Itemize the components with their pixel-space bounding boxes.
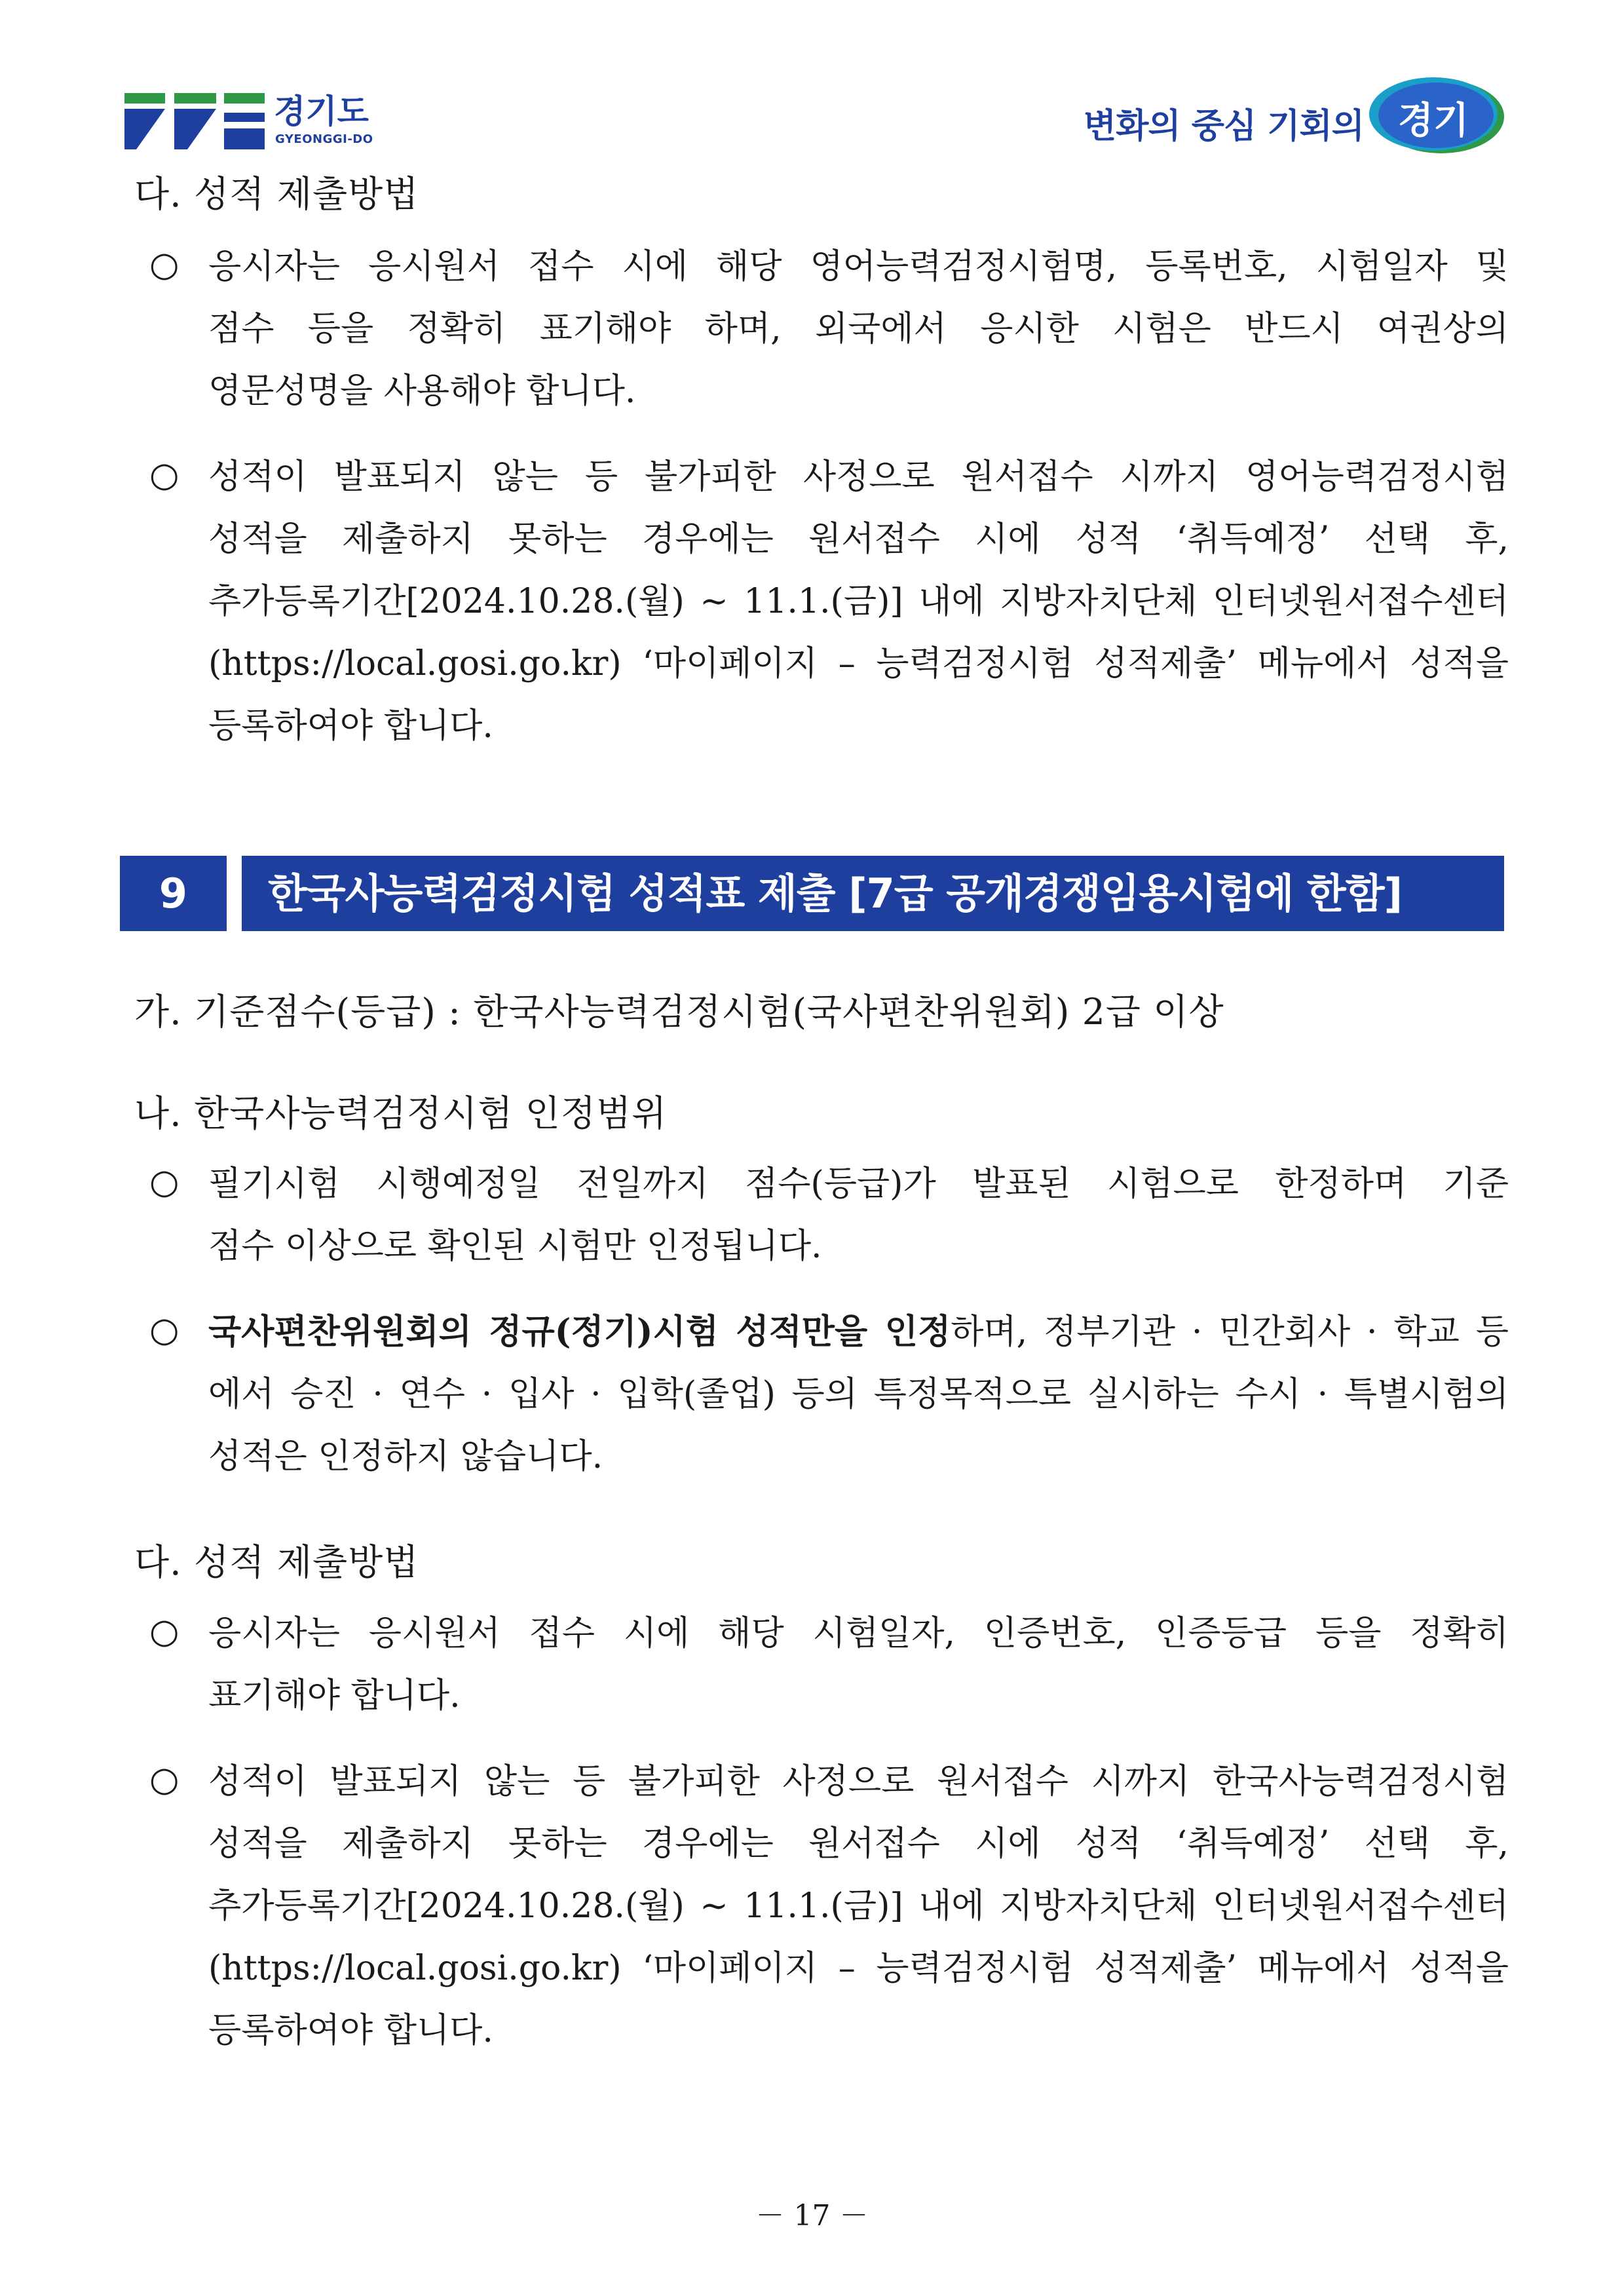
gyeonggi-logo-mark-icon xyxy=(124,92,269,151)
paragraph-line: 성적은 인정하지 않습니다. xyxy=(208,1437,603,1476)
emphasis-text: 국사편찬위원회의 정규(정기)시험 성적만을 인정 xyxy=(208,1312,951,1352)
paragraph-line: 필기시험 시행예정일 전일까지 점수(등급)가 발표된 시험으로 한정하며 기준 xyxy=(208,1164,1509,1204)
paragraph-line: 등록하여야 합니다. xyxy=(208,706,493,746)
paragraph-line: 점수 이상으로 확인된 시험만 인정됩니다. xyxy=(208,1227,822,1266)
criteria-heading: 가. 기준점수(등급) : 한국사능력검정시험(국사편찬위원회) 2급 이상 xyxy=(134,991,1224,1033)
paragraph-line xyxy=(208,1311,1509,1354)
logo-text: 경기도 xyxy=(274,92,369,130)
paragraph-line: 에서 승진 · 연수 · 입사 · 입학(졸업) 등의 특정목적으로 실시하는 수시 · 특별시험의 xyxy=(208,1375,1509,1414)
bullet-marker: ○ xyxy=(149,1311,179,1350)
paragraph-line: 영문성명을 사용해야 합니다. xyxy=(208,372,636,411)
submission-heading: 다. 성적 제출방법 xyxy=(134,1541,419,1583)
page-number: － 17 － xyxy=(755,2199,869,2232)
paragraph-line: 성적이 발표되지 않는 등 불가피한 사정으로 원서접수 시까지 한국사능력검정시험 xyxy=(208,1762,1509,1801)
paragraph-line: 표기해야 합니다. xyxy=(208,1676,461,1715)
slogan-text: 변화의 중심 기회의 xyxy=(1083,107,1364,146)
section-title-box xyxy=(242,856,1504,931)
paragraph-line: 추가등록기간[2024.10.28.(월) ~ 11.1.(금)] 내에 지방자치단체 인터넷원서접수센터 xyxy=(208,582,1509,621)
paragraph-line: 응시자는 응시원서 접수 시에 해당 시험일자, 인증번호, 인증등급 등을 정확히 xyxy=(208,1614,1509,1653)
slogan-bubble-text: 경기 xyxy=(1397,100,1469,142)
paragraph-text: 하며, 정부기관 · 민간회사 · 학교 등 xyxy=(951,1312,1509,1352)
bullet-marker: ○ xyxy=(149,245,179,284)
paragraph-line: (https://local.gosi.go.kr) ‘마이페이지 – 능력검정시험 성적제출’ 메뉴에서 성적을 xyxy=(208,644,1509,683)
slogan-bubble xyxy=(1368,73,1507,159)
bullet-marker: ○ xyxy=(149,1612,179,1651)
bullet-marker: ○ xyxy=(149,1162,179,1202)
paragraph-line: 등록하여야 합니다. xyxy=(208,2011,493,2050)
paragraph-line: 성적을 제출하지 못하는 경우에는 원서접수 시에 성적 ‘취득예정’ 선택 후, xyxy=(208,1824,1509,1864)
section-number-box xyxy=(120,856,227,931)
section-title: 한국사능력검정시험 성적표 제출 [7급 공개경쟁임용시험에 한함] xyxy=(268,870,1402,917)
paragraph-line: 성적이 발표되지 않는 등 불가피한 사정으로 원서접수 시까지 영어능력검정시험 xyxy=(208,457,1509,497)
slogan-logo xyxy=(1074,73,1507,159)
paragraph-line: 추가등록기간[2024.10.28.(월) ~ 11.1.(금)] 내에 지방자치단체 인터넷원서접수센터 xyxy=(208,1886,1509,1926)
bullet-marker: ○ xyxy=(149,1760,179,1799)
logo-subtext: GYEONGGI-DO xyxy=(275,132,373,146)
paragraph-line: 성적을 제출하지 못하는 경우에는 원서접수 시에 성적 ‘취득예정’ 선택 후, xyxy=(208,520,1509,559)
gyeonggi-logo xyxy=(124,92,419,157)
paragraph-line: 점수 등을 정확히 표기해야 하며, 외국에서 응시한 시험은 반드시 여권상의 xyxy=(208,309,1509,349)
scope-heading: 나. 한국사능력검정시험 인정범위 xyxy=(134,1092,668,1134)
section-number: 9 xyxy=(159,870,188,917)
bullet-marker: ○ xyxy=(149,455,179,495)
paragraph-line: 응시자는 응시원서 접수 시에 해당 영어능력검정시험명, 등록번호, 시험일자 및 xyxy=(208,247,1509,286)
section-heading: 다. 성적 제출방법 xyxy=(134,173,419,215)
paragraph-line: (https://local.gosi.go.kr) ‘마이페이지 – 능력검정시험 성적제출’ 메뉴에서 성적을 xyxy=(208,1949,1509,1988)
